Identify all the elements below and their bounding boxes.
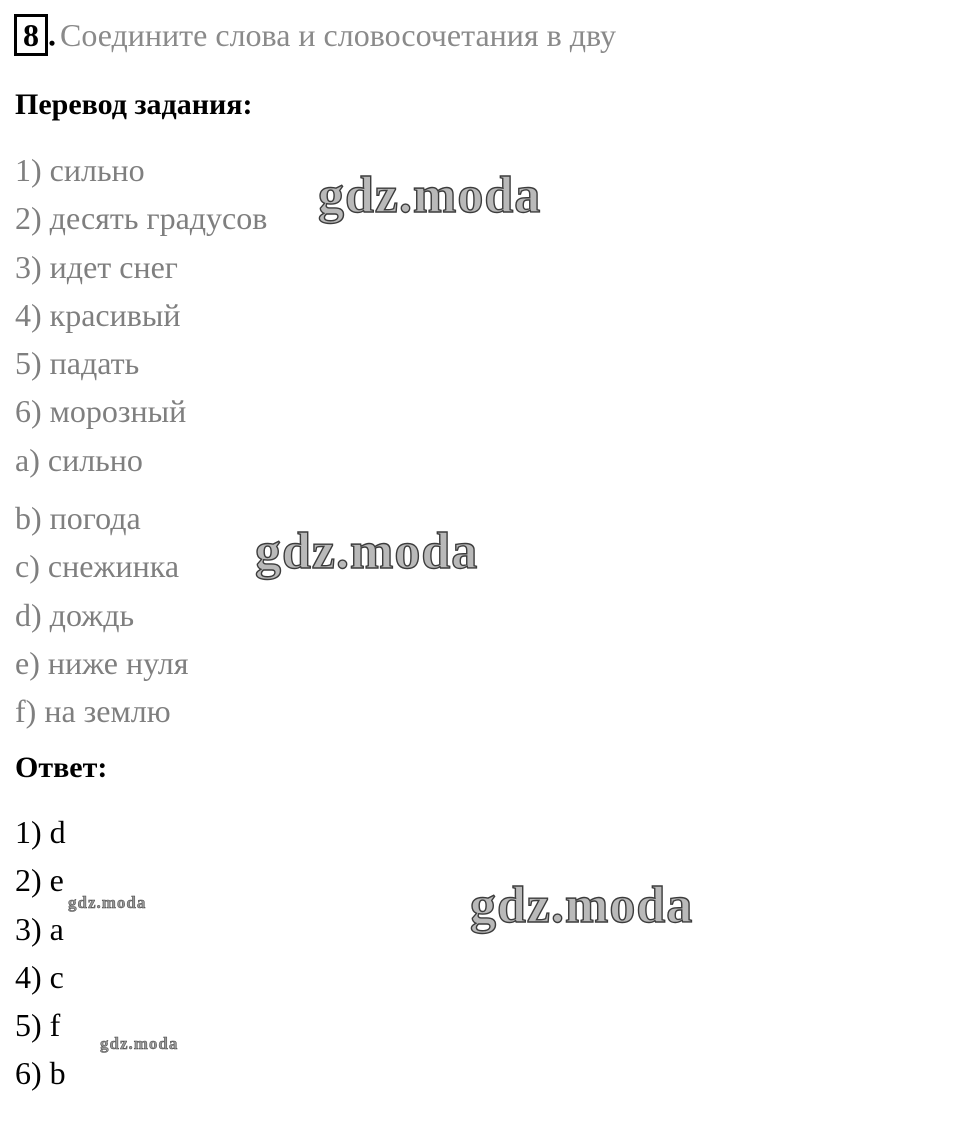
answer-item: 6) b <box>15 1055 66 1092</box>
watermark-small: gdz.moda <box>100 1034 179 1053</box>
translation-item: 2) десять градусов <box>15 200 268 237</box>
translation-item: 5) падать <box>15 345 140 382</box>
translation-item: b) погода <box>15 500 141 537</box>
task-instruction: Соедините слова и словосочетания в дву <box>60 16 617 53</box>
answer-item: 2) e <box>15 862 64 899</box>
answer-item: 3) a <box>15 910 64 947</box>
translation-title: Перевод задания: <box>15 88 253 121</box>
task-number-box: 8 <box>14 14 48 56</box>
watermark-small: gdz.moda <box>68 893 147 912</box>
watermark: gdz.moda <box>318 167 542 224</box>
task-number-dot: . <box>48 16 56 53</box>
translation-item: f) на землю <box>15 693 171 730</box>
watermark: gdz.moda <box>470 877 694 934</box>
watermark: gdz.moda <box>255 523 479 580</box>
answer-item: 1) d <box>15 814 66 850</box>
answer-list <box>15 808 66 1098</box>
translation-item: 4) красивый <box>15 296 181 333</box>
answer-item: 4) c <box>15 958 64 995</box>
translation-item: d) дождь <box>15 596 135 633</box>
answer-item: 5) f <box>15 1007 61 1044</box>
translation-item: 3) идет снег <box>15 248 178 285</box>
translation-item: 6) морозный <box>15 393 187 430</box>
answer-title: Ответ: <box>15 751 108 784</box>
task-header <box>14 14 774 62</box>
translation-list <box>15 146 267 736</box>
translation-item: a) сильно <box>15 441 143 478</box>
translation-item: c) снежинка <box>15 548 180 585</box>
translation-item: 1) сильно <box>15 152 145 188</box>
translation-item: e) ниже нуля <box>15 644 189 681</box>
